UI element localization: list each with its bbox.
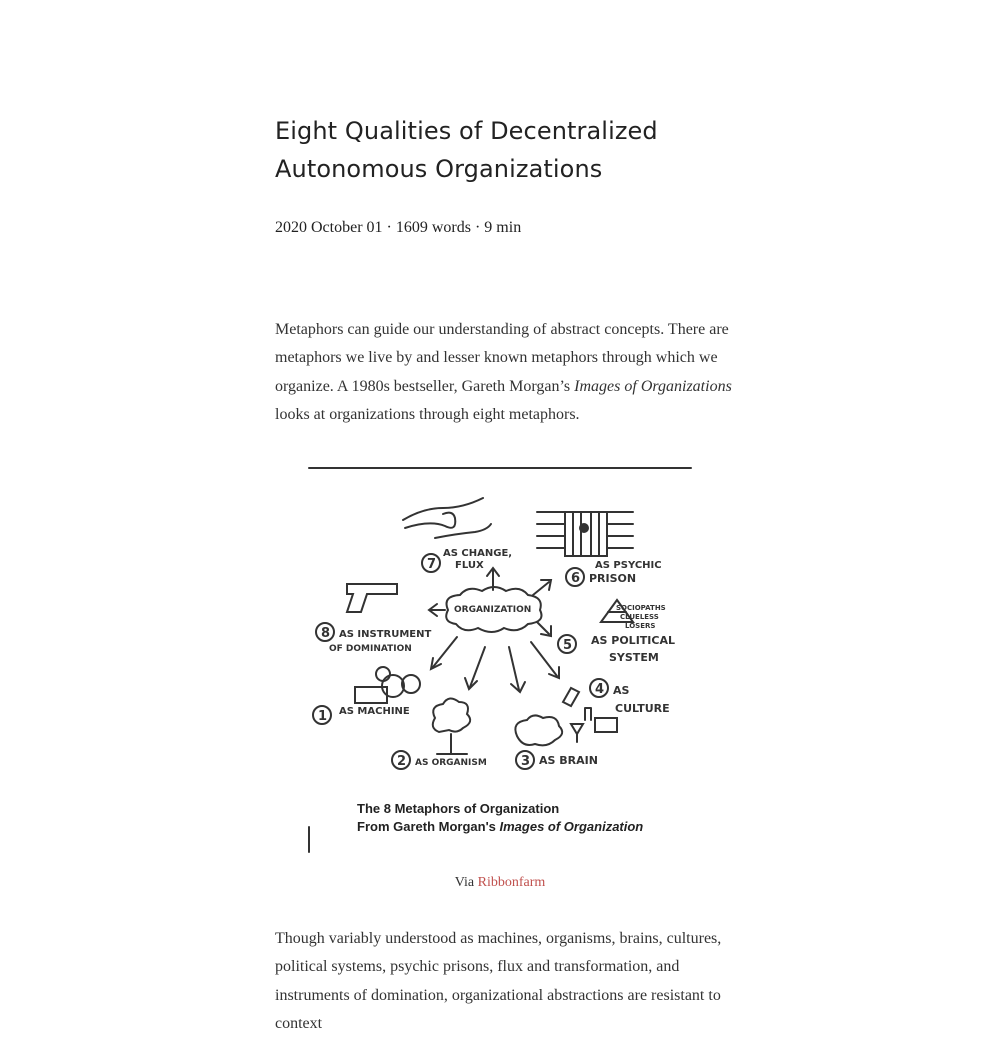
figure-caption-line-1: The 8 Metaphors of Organization [357,801,560,816]
waves-icon [403,498,491,538]
label-political-b: SYSTEM [609,651,659,664]
number-4: 4 [595,682,605,697]
pyramid-label-2: CLUELESS [620,613,659,621]
label-machine: AS MACHINE [339,706,410,717]
number-7: 7 [427,557,437,572]
book-title: Images of Organizations [574,377,732,395]
intro-text-start: Metaphors can guide our understanding of abstract concepts. There are metaphors we live by and lesser known metaphors through which we organize. A 1980s bestseller, Gareth Morgan’s [275,321,729,395]
credit-prefix: Via [454,875,478,890]
intro-text-end: looks at organizations through eight metaphors. [275,405,580,423]
label-domination-b: OF DOMINATION [329,644,412,654]
caption-line-2-prefix: From Gareth Morgan's [357,819,500,834]
label-prison-b: PRISON [589,572,637,585]
metaphors-figure [305,462,695,857]
number-6: 6 [571,571,581,586]
number-8: 8 [321,626,331,641]
number-5: 5 [563,638,573,653]
label-domination-a: AS INSTRUMENT [339,629,432,640]
word-count: 1609 words [395,219,471,236]
meta-separator: · [386,219,392,236]
label-flux-b: FLUX [455,560,484,571]
intro-paragraph [275,316,735,429]
body-paragraph: Though variably understood as machines, organisms, brains, cultures, political systems, psychic prisons, flux and transformation, and instruments of domination, organizational abstractions are resistant to context [275,930,722,1032]
metaphors-sketch [305,462,695,857]
prison-icon [537,512,633,556]
label-political-a: AS POLITICAL [591,634,675,647]
pyramid-label-1: SOCIOPATHS [616,604,666,612]
post-title [275,112,725,188]
tree-icon [433,698,470,754]
figure-credit [0,875,1000,891]
gears-icon [355,667,420,703]
read-time: 9 min [484,219,522,236]
label-prison-a: AS PSYCHIC [595,560,662,571]
post-date: 2020 October 01 [275,219,383,236]
culture-icon [563,688,617,742]
label-culture-a: AS [613,684,630,697]
label-flux-a: AS CHANGE, [443,548,513,559]
arrows [429,568,559,692]
figure-caption-line-2 [357,819,643,834]
number-3: 3 [521,754,531,769]
post-title-line-1: Eight Qualities of Decentralized [275,117,658,145]
meta-separator: · [474,219,481,236]
post-title-line-2: Autonomous Organizations [275,155,603,183]
brain-icon [515,715,562,745]
center-label: ORGANIZATION [454,605,532,615]
label-culture-b: CULTURE [615,702,670,715]
caption-line-2-italic: Images of Organization [499,819,644,834]
pyramid-label-3: LOSERS [625,622,656,630]
ribbonfarm-link[interactable]: Ribbonfarm [477,875,546,890]
label-organism: AS ORGANISM [415,758,487,768]
post-meta [275,216,725,240]
gun-icon [347,584,397,612]
label-brain: AS BRAIN [539,754,598,767]
number-2: 2 [397,754,407,769]
number-1: 1 [318,709,328,724]
